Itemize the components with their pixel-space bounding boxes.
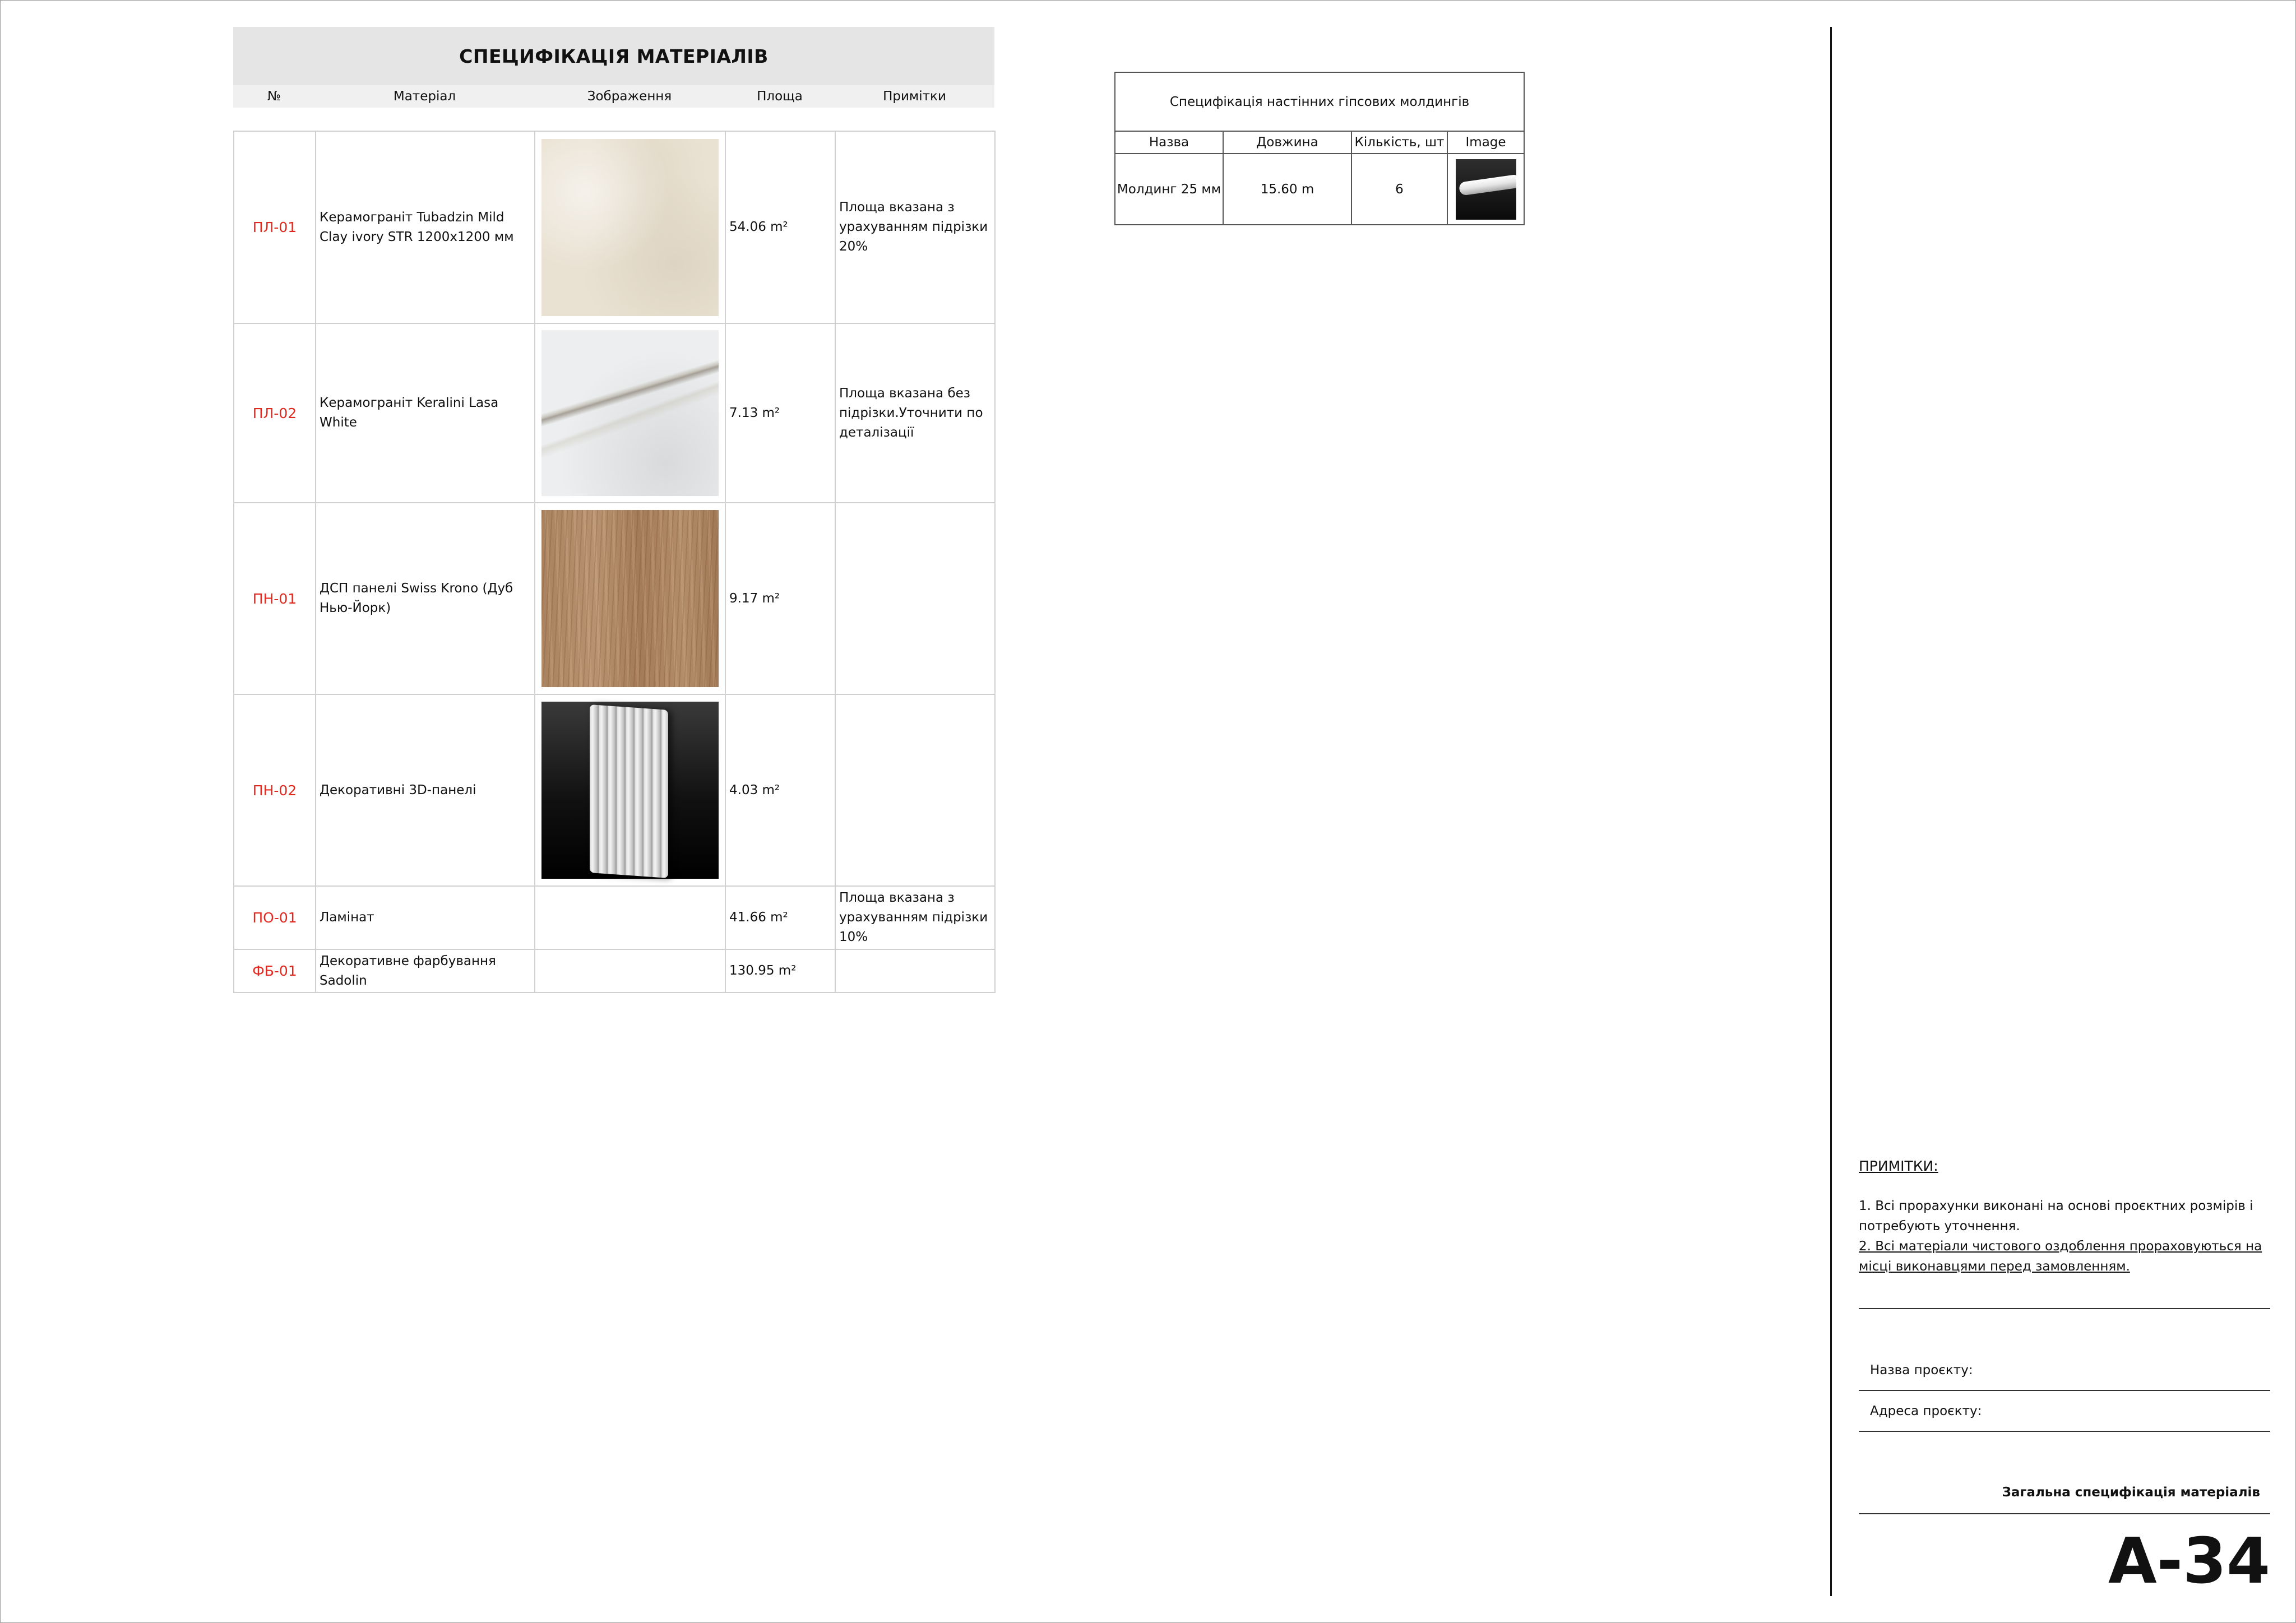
material-code: ПН-01 [234,503,316,694]
molding-thumbnail [1456,159,1516,220]
material-code: ПО-01 [234,886,316,949]
molding-spec-title: Специфікація настінних гіпсових молдингів [1115,72,1524,131]
material-image-cell [535,694,725,886]
divider [1859,1390,2270,1391]
table-row [234,886,995,949]
material-area: 130.95 m² [725,949,835,993]
molding-name: Молдинг 25 мм [1115,154,1223,225]
molding-spec-table [1114,72,1525,225]
project-address-label: Адреса проєкту: [1870,1404,1982,1418]
material-area: 54.06 m² [725,131,835,323]
project-name-label: Назва проєкту: [1870,1363,1973,1378]
material-code: ПЛ-02 [234,323,316,503]
3d-panels-swatch [541,702,719,879]
materials-spec-table [233,131,996,993]
material-area: 4.03 m² [725,694,835,886]
material-area: 7.13 m² [725,323,835,503]
col-header-image: Зображення [587,89,672,104]
material-code: ПЛ-01 [234,131,316,323]
table-row [234,949,995,993]
oak-wood-swatch [541,510,719,687]
col-header-notes: Примітки [883,89,946,104]
divider [1859,1431,2270,1432]
material-area: 41.66 m² [725,886,835,949]
material-name: Керамограніт Tubadzin Mild Clay ivory STR 1200x1200 мм [316,131,535,323]
note-1: 1. Всі прорахунки виконані на основі проєктних розмірів і потребують уточнення. [1859,1199,2253,1234]
col-header-area: Площа [757,89,803,104]
material-note [835,694,995,886]
material-note: Площа вказана з урахуванням підрізки 10% [835,886,995,949]
col-header-material: Матеріал [393,89,456,104]
col-header-image: Image [1447,131,1524,154]
col-header-name: Назва [1115,131,1223,154]
table-row [234,323,995,503]
sheet-number: А-34 [2108,1525,2270,1598]
material-name: Ламінат [316,886,535,949]
molding-length: 15.60 m [1223,154,1351,225]
material-name: Декоративні 3D-панелі [316,694,535,886]
col-header-length: Довжина [1223,131,1351,154]
sheet-name: Загальна специфікація матеріалів [2002,1485,2260,1500]
molding-qty: 6 [1351,154,1447,225]
material-note [835,503,995,694]
white-marble-swatch [541,330,719,496]
beige-tile-swatch [541,139,719,316]
divider [1859,1308,2270,1309]
material-name: ДСП панелі Swiss Krono (Дуб Нью-Йорк) [316,503,535,694]
table-row [234,503,995,694]
material-note: Площа вказана з урахуванням підрізки 20% [835,131,995,323]
divider [1859,1513,2270,1514]
note-2: 2. Всі матеріали чистового оздоблення прораховуються на місці виконавцями перед замовленням. [1859,1239,2262,1274]
material-note [835,949,995,993]
table-row [234,131,995,323]
material-image-cell [535,503,725,694]
material-image-cell [535,886,725,949]
notes-title: ПРИМІТКИ: [1859,1158,1938,1174]
col-header-qty: Кількість, шт [1351,131,1447,154]
materials-spec-header [233,85,994,108]
molding-spec-header [1115,131,1524,154]
material-note: Площа вказана без підрізки.Уточнити по деталізації [835,323,995,503]
col-header-number: № [267,89,281,104]
material-name: Декоративне фарбування Sadolin [316,949,535,993]
molding-spec-title-row [1115,72,1524,131]
table-row [234,694,995,886]
title-block-divider [1830,27,1832,1596]
material-code: ПН-02 [234,694,316,886]
molding-image-cell [1447,154,1524,225]
material-area: 9.17 m² [725,503,835,694]
material-image-cell [535,949,725,993]
materials-spec-title: СПЕЦИФІКАЦІЯ МАТЕРІАЛІВ [233,27,994,85]
material-name: Керамограніт Keralini Lasa White [316,323,535,503]
material-code: ФБ-01 [234,949,316,993]
material-image-cell [535,323,725,503]
table-row [1115,154,1524,225]
material-image-cell [535,131,725,323]
